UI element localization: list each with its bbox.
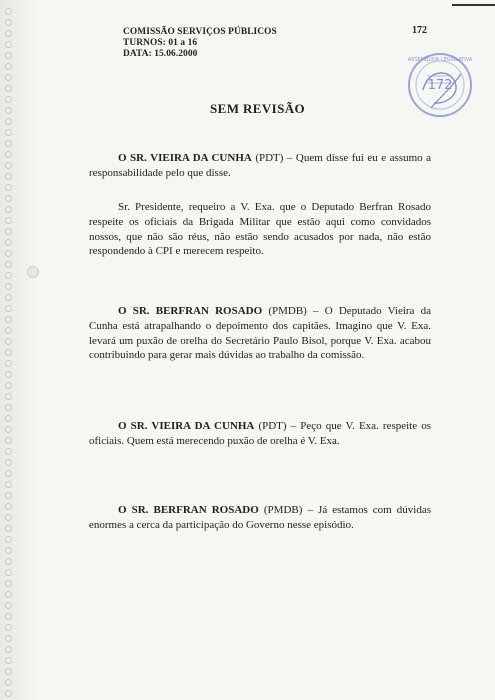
binding-hole — [5, 481, 12, 488]
binding-hole — [5, 503, 12, 510]
binding-hole — [5, 85, 12, 92]
binding-hole — [5, 151, 12, 158]
speaker-party: (PDT) — [255, 152, 284, 164]
binding-hole — [5, 294, 12, 301]
speaker-name: O SR. VIEIRA DA CUNHA — [118, 152, 252, 164]
binding-hole — [5, 52, 12, 59]
stamp-icon — [403, 48, 478, 123]
binding-hole — [5, 668, 12, 675]
binding-hole — [5, 371, 12, 378]
binding-hole — [5, 646, 12, 653]
speech-text: – Peço que V. Exa. respeite os oficiais. Quem está merecendo puxão de orelha é V. Exa. — [89, 420, 431, 447]
date-info: DATA: 15.06.2000 — [123, 49, 198, 59]
binding-hole — [5, 657, 12, 664]
binding-hole — [5, 635, 12, 642]
binding-hole — [5, 404, 12, 411]
binding-hole — [5, 162, 12, 169]
speech-text: – Já estamos com dúvidas enormes a cerca da participação do Governo nesse episódio. — [89, 504, 432, 531]
binding-hole — [5, 492, 12, 499]
binding-hole — [27, 266, 39, 278]
binding-hole — [5, 624, 12, 631]
speaker-party: (PMDB) — [268, 305, 307, 317]
binding-hole — [5, 184, 12, 191]
binding-hole — [5, 536, 12, 543]
binding-hole — [5, 558, 12, 565]
document-header — [123, 27, 277, 60]
binding-hole — [5, 96, 12, 103]
binding-hole — [5, 360, 12, 367]
speaker-name: O SR. VIEIRA DA CUNHA — [118, 420, 255, 432]
binding-hole — [5, 580, 12, 587]
corner-mark — [452, 4, 495, 6]
binding-hole — [5, 448, 12, 455]
speaker-name: O SR. BERFRAN ROSADO — [118, 305, 263, 317]
paragraph-4 — [89, 419, 431, 449]
binding-hole — [5, 393, 12, 400]
binding-hole — [5, 283, 12, 290]
stamp-text: ASSEMBLEIA LEGISLATIVA — [407, 57, 473, 63]
binding-hole — [5, 195, 12, 202]
binding-hole — [5, 74, 12, 81]
paragraph-5 — [89, 503, 431, 533]
binding-hole — [5, 8, 12, 15]
binding-hole — [5, 437, 12, 444]
binding-hole — [5, 591, 12, 598]
binding-hole — [5, 382, 12, 389]
binding-hole — [5, 602, 12, 609]
binding-hole — [5, 338, 12, 345]
binding-hole — [5, 327, 12, 334]
shift-info: TURNOS: 01 a 16 — [123, 38, 198, 48]
binding-hole — [5, 690, 12, 697]
binding-hole — [5, 305, 12, 312]
binding-hole — [5, 217, 12, 224]
page-number: 172 — [412, 25, 427, 36]
binding-hole — [5, 206, 12, 213]
binding-hole — [5, 30, 12, 37]
binding-hole — [5, 261, 12, 268]
binding-hole — [5, 140, 12, 147]
binding-hole — [5, 613, 12, 620]
binding-hole — [5, 349, 12, 356]
binding-hole — [5, 63, 12, 70]
speech-text: – O Deputado Vieira da Cunha está atrapalhando o depoimento dos capitães. Imagino que V. Exa. levará um puxão de orelha do Secretário Paulo Bisol, porque V. Exa. acabou contribuindo para gerar mais dúvidas ao trabalho da comissão. — [89, 305, 431, 362]
binding-hole — [5, 426, 12, 433]
binding-hole — [5, 250, 12, 257]
speaker-name: O SR. BERFRAN ROSADO — [118, 504, 259, 516]
paragraph-3 — [89, 304, 431, 363]
binding-hole — [5, 107, 12, 114]
paragraph-1 — [89, 151, 431, 181]
binding-hole — [5, 239, 12, 246]
speaker-party: (PMDB) — [263, 504, 303, 516]
binding-hole — [5, 547, 12, 554]
commission-name: COMISSÃO SERVIÇOS PÚBLICOS — [123, 27, 277, 37]
speech-text: – Quem disse fui eu e assumo a responsabilidade pelo que disse. — [89, 152, 432, 179]
binding-holes — [5, 0, 17, 700]
page-title: SEM REVISÃO — [210, 101, 306, 116]
binding-hole — [5, 459, 12, 466]
binding-hole — [5, 41, 12, 48]
binding-hole — [5, 316, 12, 323]
binding-hole — [5, 272, 12, 279]
binding-hole — [5, 228, 12, 235]
binding-hole — [5, 118, 12, 125]
binding-hole — [5, 470, 12, 477]
binding-hole — [5, 679, 12, 686]
speech-text: Sr. Presidente, requeiro a V. Exa. que o Deputado Berfran Rosado respeite os oficiais da Brigada Militar que estão aqui como convidados nossos, que não são réus, não estão sendo acusados por nada, não estão respondendo à CPI e merecem respeito. — [89, 201, 431, 258]
binding-hole — [5, 569, 12, 576]
binding-hole — [5, 525, 12, 532]
binding-hole — [5, 514, 12, 521]
binding-hole — [5, 415, 12, 422]
binding-hole — [5, 173, 12, 180]
speaker-party: (PDT) — [258, 420, 287, 432]
stamp-number: 172 — [427, 78, 453, 93]
binding-hole — [5, 129, 12, 136]
paragraph-2 — [89, 200, 431, 259]
binding-hole — [5, 19, 12, 26]
